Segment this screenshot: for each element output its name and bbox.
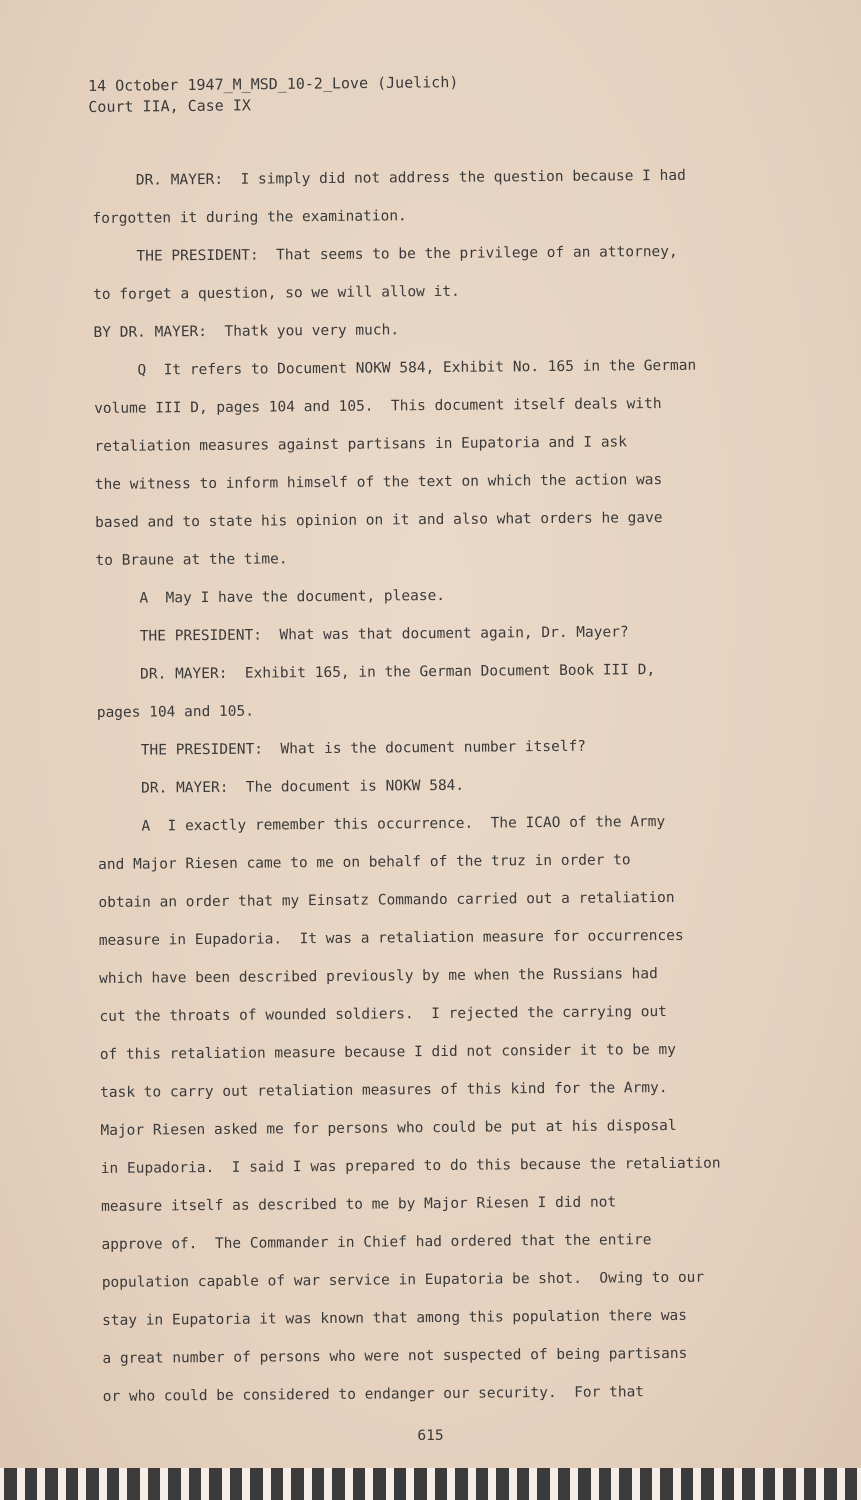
transcript-line: which have been described previously by me when the Russians had bbox=[99, 966, 658, 987]
transcript-line: of this retaliation measure because I did not consider it to be my bbox=[99, 1041, 677, 1063]
transcript-line: measure in Eupadoria. It was a retaliation measure for occurrences bbox=[98, 927, 684, 949]
transcript-line: THE PRESIDENT: What was that document again, Dr. Mayer? bbox=[96, 624, 629, 645]
transcript-body bbox=[92, 156, 803, 1416]
calibration-bar bbox=[86, 1468, 99, 1500]
transcript-line: retaliation measures against partisans in Eupatoria and I ask bbox=[94, 434, 628, 455]
transcript-line: obtain an order that my Einsatz Commando carried out a retaliation bbox=[98, 889, 675, 911]
transcript-line: THE PRESIDENT: What is the document number itself? bbox=[97, 738, 587, 759]
calibration-bar bbox=[394, 1468, 407, 1500]
transcript-line: volume III D, pages 104 and 105. This document itself deals with bbox=[94, 396, 662, 417]
calibration-bar bbox=[250, 1468, 263, 1500]
calibration-bar bbox=[66, 1468, 79, 1500]
calibration-bar bbox=[353, 1468, 366, 1500]
calibration-bar bbox=[804, 1468, 817, 1500]
calibration-bar bbox=[291, 1468, 304, 1500]
calibration-bar bbox=[681, 1468, 694, 1500]
transcript-line: BY DR. MAYER: Thatk you very much. bbox=[93, 322, 400, 341]
calibration-bar bbox=[312, 1468, 325, 1500]
calibration-bar bbox=[476, 1468, 489, 1500]
transcript-line: approve of. The Commander in Chief had ordered that the entire bbox=[101, 1232, 652, 1253]
calibration-bar bbox=[455, 1468, 468, 1500]
transcript-line: A I exactly remember this occurrence. The ICAO of the Army bbox=[97, 814, 666, 835]
calibration-bar bbox=[148, 1468, 161, 1500]
calibration-bar bbox=[722, 1468, 735, 1500]
transcript-line: THE PRESIDENT: That seems to be the privilege of an attorney, bbox=[92, 243, 678, 265]
transcript-line: Major Riesen asked me for persons who could be put at his disposal bbox=[100, 1117, 677, 1139]
calibration-bar bbox=[496, 1468, 509, 1500]
calibration-bar bbox=[4, 1468, 17, 1500]
calibration-bar bbox=[517, 1468, 530, 1500]
transcript-line: the witness to inform himself of the text on which the action was bbox=[94, 472, 663, 493]
transcript-line: in Eupadoria. I said I was prepared to do this because the retaliation bbox=[100, 1155, 721, 1177]
document-header bbox=[88, 72, 459, 118]
calibration-bar bbox=[230, 1468, 243, 1500]
transcript-line: a great number of persons who were not suspected of being partisans bbox=[102, 1345, 688, 1367]
transcript-line: pages 104 and 105. bbox=[96, 703, 255, 721]
transcript-line: population capable of war service in Eupatoria be shot. Owing to our bbox=[101, 1269, 705, 1291]
transcript-line: task to carry out retaliation measures of this kind for the Army. bbox=[100, 1080, 668, 1101]
calibration-bar bbox=[373, 1468, 386, 1500]
calibration-bar bbox=[619, 1468, 632, 1500]
calibration-bar bbox=[660, 1468, 673, 1500]
transcript-line: A May I have the document, please. bbox=[95, 587, 446, 607]
calibration-bar bbox=[783, 1468, 796, 1500]
transcript-line: Q It refers to Document NOKW 584, Exhibit No. 165 in the German bbox=[93, 357, 697, 379]
transcript-line: stay in Eupatoria it was known that among this population there was bbox=[102, 1307, 688, 1329]
transcript-line: to forget a question, so we will allow it. bbox=[93, 283, 460, 303]
calibration-bar bbox=[701, 1468, 714, 1500]
calibration-bar bbox=[435, 1468, 448, 1500]
transcript-line: to Braune at the time. bbox=[95, 551, 288, 569]
calibration-bar bbox=[845, 1468, 858, 1500]
transcript-line: DR. MAYER: I simply did not address the question because I had bbox=[92, 167, 686, 189]
calibration-bar bbox=[271, 1468, 284, 1500]
page-number: 615 bbox=[417, 1428, 444, 1444]
calibration-bar bbox=[332, 1468, 345, 1500]
calibration-bar bbox=[763, 1468, 776, 1500]
header-date-line: 14 October 1947_M_MSD_10-2_Love (Juelich) bbox=[88, 73, 459, 95]
transcript-line: and Major Riesen came to me on behalf of the truz in order to bbox=[98, 852, 631, 873]
transcript-line: or who could be considered to endanger our security. For that bbox=[102, 1384, 645, 1405]
calibration-bar bbox=[168, 1468, 181, 1500]
calibration-bar bbox=[189, 1468, 202, 1500]
calibration-bar bbox=[209, 1468, 222, 1500]
calibration-bar bbox=[537, 1468, 550, 1500]
calibration-bar bbox=[558, 1468, 571, 1500]
calibration-bar bbox=[578, 1468, 591, 1500]
calibration-bar bbox=[599, 1468, 612, 1500]
header-court-line: Court IIA, Case IX bbox=[88, 96, 251, 116]
transcript-line: DR. MAYER: The document is NOKW 584. bbox=[97, 777, 465, 797]
transcript-line: based and to state his opinion on it and also what orders he gave bbox=[95, 510, 663, 531]
calibration-bar bbox=[414, 1468, 427, 1500]
transcript-line: DR. MAYER: Exhibit 165, in the German Document Book III D, bbox=[96, 662, 656, 683]
transcript-line: forgotten it during the examination. bbox=[92, 208, 407, 227]
transcript-line: measure itself as described to me by Major Riesen I did not bbox=[101, 1194, 617, 1215]
calibration-bar bbox=[640, 1468, 653, 1500]
calibration-bar bbox=[25, 1468, 38, 1500]
scan-calibration-strip bbox=[0, 1468, 861, 1500]
calibration-bar bbox=[107, 1468, 120, 1500]
calibration-bar bbox=[824, 1468, 837, 1500]
calibration-bar bbox=[45, 1468, 58, 1500]
calibration-bar bbox=[127, 1468, 140, 1500]
calibration-bar bbox=[742, 1468, 755, 1500]
transcript-line: cut the throats of wounded soldiers. I rejected the carrying out bbox=[99, 1004, 667, 1025]
